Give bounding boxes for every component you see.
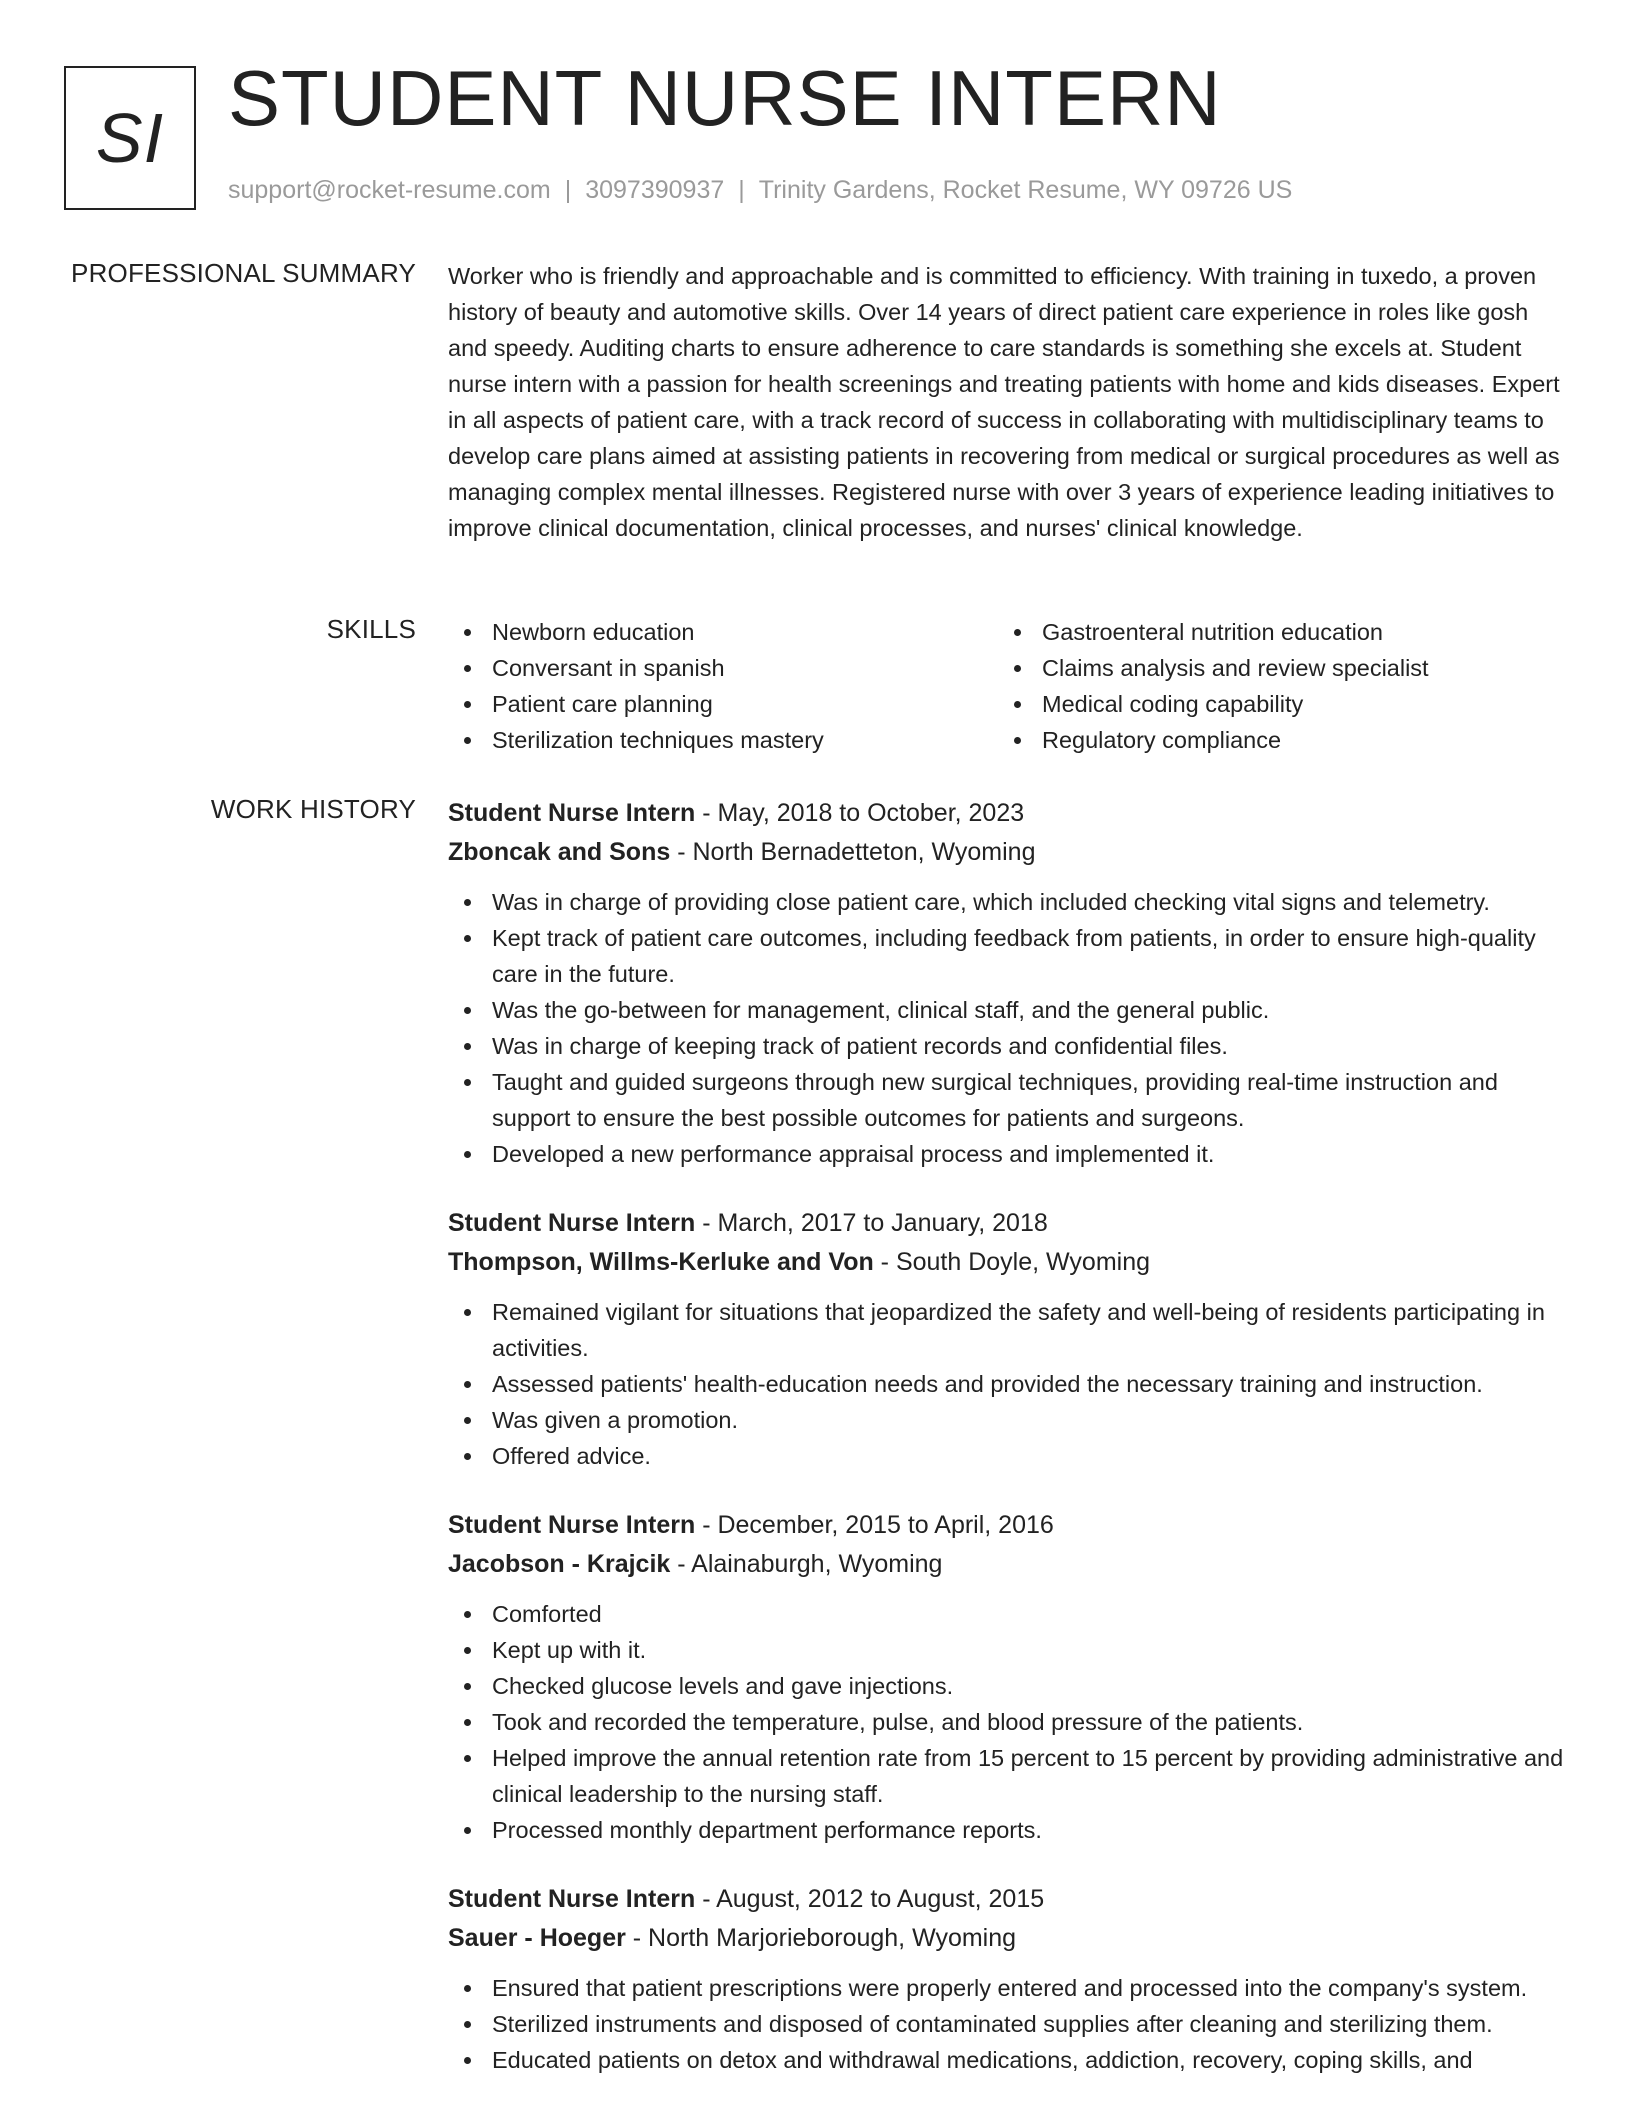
duty-item: Remained vigilant for situations that jeopardized the safety and well-being of residents participating in activities. xyxy=(448,1294,1572,1366)
skill-item: Gastroenteral nutrition education xyxy=(998,614,1548,650)
skills-list-left xyxy=(448,614,998,758)
job-dates: - May, 2018 to October, 2023 xyxy=(695,799,1025,827)
contact-separator: | xyxy=(738,176,745,204)
duty-item: Kept up with it. xyxy=(448,1632,1572,1668)
job-entry xyxy=(448,794,1572,1172)
job-entry xyxy=(448,1880,1572,2078)
duty-item: Was in charge of providing close patient care, which included checking vital signs and telemetry. xyxy=(448,884,1572,920)
job-duties xyxy=(448,884,1572,1172)
duty-item: Assessed patients' health-education needs and provided the necessary training and instruction. xyxy=(448,1366,1572,1402)
duty-item: Took and recorded the temperature, pulse, and blood pressure of the patients. xyxy=(448,1704,1572,1740)
duty-item: Checked glucose levels and gave injections. xyxy=(448,1668,1572,1704)
summary-heading: PROFESSIONAL SUMMARY xyxy=(71,258,416,288)
skill-item: Conversant in spanish xyxy=(448,650,998,686)
job-dates: - March, 2017 to January, 2018 xyxy=(695,1209,1048,1237)
duty-item: Was in charge of keeping track of patient records and confidential files. xyxy=(448,1028,1572,1064)
job-location: - Alainaburgh, Wyoming xyxy=(670,1550,943,1578)
duty-item: Was given a promotion. xyxy=(448,1402,1572,1438)
job-title-line xyxy=(448,1204,1572,1243)
job-company: Sauer - Hoeger xyxy=(448,1924,626,1952)
duty-item: Offered advice. xyxy=(448,1438,1572,1474)
job-company-line xyxy=(448,1919,1572,1958)
job-title-line xyxy=(448,794,1572,833)
duty-item: Processed monthly department performance reports. xyxy=(448,1812,1572,1848)
skill-item: Newborn education xyxy=(448,614,998,650)
skill-item: Claims analysis and review specialist xyxy=(998,650,1548,686)
job-dates: - August, 2012 to August, 2015 xyxy=(695,1885,1045,1913)
job-company: Jacobson - Krajcik xyxy=(448,1550,671,1578)
skills-list-right xyxy=(998,614,1548,758)
monogram-initials: SI xyxy=(95,99,165,177)
job-duties xyxy=(448,1970,1572,2078)
skills-grid xyxy=(448,614,1572,758)
contact-separator: | xyxy=(564,176,572,204)
job-entry xyxy=(448,1506,1572,1848)
resume-name: STUDENT NURSE INTERN xyxy=(228,54,1222,142)
job-duties xyxy=(448,1294,1572,1474)
contact-address: Trinity Gardens, Rocket Resume, WY 09726 US xyxy=(758,176,1293,204)
duty-item: Was the go-between for management, clinical staff, and the general public. xyxy=(448,992,1572,1028)
duty-item: Sterilized instruments and disposed of contaminated supplies after cleaning and sterilizing them. xyxy=(448,2006,1572,2042)
skills-heading: SKILLS xyxy=(326,614,416,644)
job-company-line xyxy=(448,1243,1572,1282)
duty-item: Ensured that patient prescriptions were properly entered and processed into the company's system. xyxy=(448,1970,1572,2006)
contact-email: support@rocket-resume.com xyxy=(228,176,551,204)
summary-text: Worker who is friendly and approachable and is committed to efficiency. With training in tuxedo, a proven history of beauty and automotive skills. Over 14 years of direct patient care experience in roles like gosh and speedy. Auditing charts to ensure adherence to care standards is something she excels at. Student nurse intern with a passion for health screenings and treating patients with home and kids diseases. Expert in all aspects of patient care, with a track record of success in collaborating with multidisciplinary teams to develop care plans aimed at assisting patients in recovering from medical or surgical procedures as well as managing complex mental illnesses. Registered nurse with over 3 years of experience leading initiatives to improve clinical documentation, clinical processes, and nurses' clinical knowledge. xyxy=(448,263,1560,541)
job-title-line xyxy=(448,1506,1572,1545)
job-company-line xyxy=(448,833,1572,872)
skill-item: Patient care planning xyxy=(448,686,998,722)
job-company-line xyxy=(448,1545,1572,1584)
duty-item: Developed a new performance appraisal process and implemented it. xyxy=(448,1136,1572,1172)
job-location: - North Marjorieborough, Wyoming xyxy=(625,1924,1017,1952)
job-location: - South Doyle, Wyoming xyxy=(873,1248,1151,1276)
job-title: Student Nurse Intern xyxy=(448,1885,696,1913)
duty-item: Kept track of patient care outcomes, including feedback from patients, in order to ensure high-quality care in the future. xyxy=(448,920,1572,992)
work-history-heading: WORK HISTORY xyxy=(210,794,416,824)
duty-item: Educated patients on detox and withdrawal medications, addiction, recovery, coping skills, and xyxy=(448,2042,1572,2078)
job-title: Student Nurse Intern xyxy=(448,1511,696,1539)
contact-phone: 3097390937 xyxy=(585,176,725,204)
job-company: Thompson, Willms-Kerluke and Von xyxy=(448,1248,874,1276)
skill-item: Medical coding capability xyxy=(998,686,1548,722)
job-dates: - December, 2015 to April, 2016 xyxy=(695,1511,1054,1539)
job-title: Student Nurse Intern xyxy=(448,1209,696,1237)
skill-item: Regulatory compliance xyxy=(998,722,1548,758)
duty-item: Helped improve the annual retention rate from 15 percent to 15 percent by providing administrative and clinical leadership to the nursing staff. xyxy=(448,1740,1572,1812)
duty-item: Taught and guided surgeons through new surgical techniques, providing real-time instruction and support to ensure the best possible outcomes for patients and surgeons. xyxy=(448,1064,1572,1136)
skill-item: Sterilization techniques mastery xyxy=(448,722,998,758)
job-entry xyxy=(448,1204,1572,1474)
duty-item: Comforted xyxy=(448,1596,1572,1632)
job-company: Zboncak and Sons xyxy=(448,838,671,866)
contact-line xyxy=(228,176,1292,205)
job-title-line xyxy=(448,1880,1572,1919)
job-title: Student Nurse Intern xyxy=(448,799,696,827)
monogram-box xyxy=(64,66,196,210)
job-duties xyxy=(448,1596,1572,1848)
job-location: - North Bernadetteton, Wyoming xyxy=(670,838,1036,866)
